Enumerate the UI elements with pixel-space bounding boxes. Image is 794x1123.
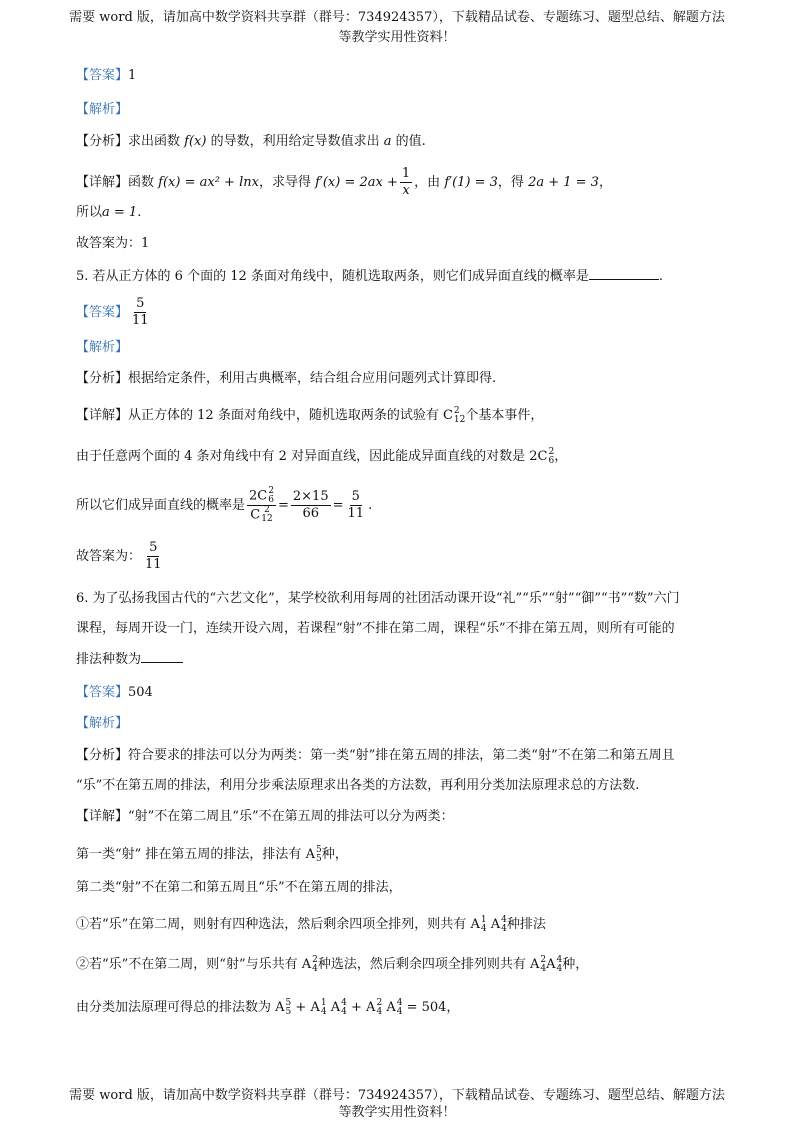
perm-sup: 1 [480,914,487,925]
combination-2C-6-2 [529,446,555,466]
comb-symbol: C [250,507,261,523]
q5-question-text: 5. 若从正方体的 6 个面的 12 条面对角线中，随机选取两条，则它们成异面直线的概率是 [76,269,589,284]
q5-analysis-line [76,338,128,358]
q4-detail-line [76,166,612,200]
perm-A-4-1 [310,997,327,1017]
perm-symbol: A [470,917,480,932]
q6-total [76,996,459,1020]
q6-cat1-b: 种， [321,847,348,862]
perm-A-4-2 [301,954,318,974]
frac-den [248,506,274,524]
q6-case2-b: 种选法，然后剩余四项全排列则共有 [317,957,526,972]
page-header-line2: 等教学实用性资料！ [338,30,456,45]
perm-sup: 2 [376,997,383,1008]
frac-num: 5 [136,296,145,311]
frac-num: 5 [351,489,360,504]
comb-sub: 6 [268,495,274,505]
q6-fenxi-line2: “乐”不在第五周的排法，利用分步乘法原理求出各类的方法数，再利用分类加法原理求总的方法数. [76,778,640,793]
frac-num: 1 [401,166,411,181]
comb-coef: 2 [529,449,538,464]
answer-tag: 【答案】 [76,305,129,320]
comb-indices [268,487,274,505]
frac-den: 11 [347,506,365,521]
perm-symbol: A [490,917,501,932]
comb-sup: 2 [548,446,555,457]
perm-sup: 4 [501,914,507,925]
q6-cat1-a: 第一类“射” 排在第五周的排法，排法有 [76,847,302,862]
q4-fenxi-text-c: 的值. [395,134,426,149]
q4-analysis-line [76,100,128,120]
q4-so-prefix: 所以 [76,205,103,220]
perm-symbol: A [310,1000,320,1015]
q5-question [76,267,663,287]
frac-den: 11 [132,313,149,328]
q4-cond: f′(1) = 3 [444,175,498,190]
q4-deriv: f′(x) = 2ax + [315,175,398,190]
page-footer-line2: 等教学实用性资料！ [338,1105,456,1120]
answer-tag: 【答案】 [76,68,129,83]
q6-detail-intro [76,807,454,827]
perm-symbol: A [275,1000,285,1015]
perm-A-4-2 [530,954,547,974]
q4-answer: 1 [128,68,137,83]
analysis-tag: 【解析】 [76,102,129,117]
q5-answer-frac [130,296,151,329]
q5-final [76,540,166,574]
q6-fenxi-text1: 符合要求的排法可以分为两类：第一类“射”排在第五周的排法，第二类“射”不在第二和第五周且 [128,748,675,763]
q4-so-suffix: . [137,205,142,220]
q5-detail2 [76,444,567,470]
q5-detail1-b: 个基本事件， [465,408,544,423]
q6-case1-a: ①若“乐”在第二周，则射有四种选法，然后剩余四项全排列，则共有 [76,917,467,932]
q4-eq: 2a + 1 = 3 [528,175,599,190]
perm-A-4-4 [490,914,507,934]
q5-detail2-a: 由于任意两个面的 4 条对角线中有 2 对异面直线，因此能成异面直线的对数是 [76,449,526,464]
perm-sub: 4 [341,1006,347,1017]
q5-detail1 [76,403,543,429]
q5-frac2 [291,489,331,522]
comb-symbol: C [442,408,453,423]
perm-A-4-4 [330,997,347,1017]
q5-frac3 [346,489,367,522]
fenxi-tag: 【分析】 [76,371,129,386]
perm-sup: 2 [540,954,547,965]
perm-symbol: A [546,957,556,972]
q6-fenxi-line1 [76,746,675,766]
comb-sup: 2 [453,405,460,416]
frac-den: 11 [145,557,162,572]
comb-sup: 2 [264,505,270,515]
q5-question-end: . [658,269,664,284]
q4-detail-b: ，求导得 [258,175,311,190]
q4-detail-a: 函数 [128,175,155,190]
q4-fx: f(x) [184,134,207,149]
q5-detail3-a: 所以它们成异面直线的概率是 [76,498,246,513]
q6-cat2: 第二类“射”不在第二和第五周且“乐”不在第五周的排法， [76,880,402,895]
fenxi-tag: 【分析】 [76,748,129,763]
q5-frac1 [247,487,276,524]
perm-sub: 5 [285,1006,292,1017]
q5-detail2-b: ， [554,449,568,464]
perm-symbol: A [305,847,315,862]
q6-detail-intro-text: “射”不在第二周且“乐”不在第五周的排法可以分为两类： [128,809,454,824]
perm-A-5-5 [305,844,322,864]
q6-total-a: 由分类加法原理可得总的排法数为 [76,1000,272,1015]
perm-sub: 4 [312,963,318,974]
q5-fenxi-line [76,369,496,389]
q6-case2 [76,953,588,977]
xiangjie-tag: 【详解】 [76,809,129,824]
perm-sub: 4 [376,1006,383,1017]
comb-indices [454,407,465,425]
perm-indices [376,999,382,1017]
frac-num: 2×15 [292,489,329,504]
q4-fenxi-line [76,132,426,152]
q5-detail1-a: 从正方体的 12 条面对角线中，随机选取两条的试验有 [128,408,439,423]
perm-sub: 4 [556,963,563,974]
fenxi-tag: 【分析】 [76,134,129,149]
q6-question-line1: 6. 为了弘扬我国古代的“六艺文化”，某学校欲利用每周的社团活动课开设“礼”“乐”“射”“御”“书”“数”六门 [76,591,680,606]
perm-A-5-5 [275,997,292,1017]
combination-C-12-2 [442,405,466,425]
equals: = [277,498,289,513]
q4-func: f(x) = ax² + lnx [158,175,259,190]
frac-num [247,487,276,506]
perm-sup: 2 [312,954,318,965]
q5-detail3-end: . [368,498,373,513]
q4-so-line [76,203,141,223]
frac-num: 5 [149,540,158,555]
comb-sub: 6 [548,455,555,466]
perm-symbol: A [330,1000,341,1015]
perm-symbol: A [366,1000,376,1015]
answer-blank [589,267,659,280]
perm-sup: 1 [320,997,327,1008]
q6-question-text: 排法种数为 [76,652,142,667]
q4-detail-c: ，由 [414,175,441,190]
q6-case2-c: 种， [562,957,589,972]
q5-answer-line [76,296,153,330]
comb-indices [261,506,272,524]
perm-sup: 5 [315,844,322,855]
perm-A-4-1 [470,914,487,934]
answer-tag: 【答案】 [76,685,129,700]
perm-A-4-4 [386,997,403,1017]
plus: + [351,1000,362,1015]
q4-detail-e: ， [598,175,612,190]
q6-question-line3 [76,650,183,670]
q4-so-eq: a = 1 [102,205,138,220]
q6-total-result: = 504 [406,1000,447,1015]
perm-sub: 4 [480,923,487,934]
comb-symbol: C [537,449,548,464]
perm-symbol: A [301,957,312,972]
perm-symbol: A [530,957,540,972]
q4-answer-line [76,66,136,86]
q6-answer: 504 [128,685,153,700]
comb-sub: 12 [261,514,273,524]
q4-fenxi-text-b: 的导数，利用给定导数值求出 [210,134,380,149]
q6-case1 [76,913,546,937]
q5-final-a: 故答案为： [76,549,142,564]
perm-symbol: A [386,1000,396,1015]
perm-sub: 4 [320,1006,327,1017]
q6-question-line2: 课程，每周开设一门，连续开设六周，若课程“射”不排在第二周，课程“乐”不排在第五周，则所有可能的 [76,621,675,636]
q5-final-frac [143,540,164,573]
q4-deriv-frac [400,166,412,199]
perm-sub: 4 [501,923,507,934]
q5-detail3 [76,484,372,528]
perm-sup: 4 [396,997,403,1008]
analysis-tag: 【解析】 [76,340,129,355]
perm-indices [397,999,403,1017]
q4-final: 故答案为：1 [76,236,150,251]
comb-sub: 12 [453,414,466,425]
comb-sup: 2 [268,486,274,496]
plus: + [295,1000,307,1015]
perm-indices [341,999,347,1017]
perm-indices [481,916,487,934]
q6-case2-a: ②若“乐”不在第二周，则“射”与乐共有 [76,957,298,972]
q6-cat1 [76,843,348,867]
perm-A-4-4 [546,954,563,974]
answer-blank [141,650,183,663]
xiangjie-tag: 【详解】 [76,408,129,423]
perm-indices [321,999,327,1017]
perm-A-4-2 [366,997,383,1017]
q6-case1-b: 种排法 [506,917,546,932]
q6-total-b: ， [446,1000,460,1015]
q4-a: a [383,134,392,149]
q6-analysis-line [76,714,128,734]
perm-sub: 5 [315,853,322,864]
page-header-line1: 需要 word 版，请加高中数学资料共享群（群号：734924357），下载精品试卷、专题练习、题型总结、解题方法 [69,10,725,25]
comb-coef: 2 [249,488,258,504]
q4-fenxi-text-a: 求出函数 [128,134,181,149]
perm-sup: 4 [341,997,347,1008]
perm-sub: 4 [540,963,547,974]
q5-fenxi-text: 根据给定条件，利用古典概率，结合组合应用问题列式计算即得. [128,371,497,386]
perm-sup: 4 [556,954,563,965]
frac-den: 66 [302,506,320,521]
perm-sub: 4 [396,1006,403,1017]
comb-symbol: C [257,488,268,504]
q4-detail-d: ，得 [497,175,524,190]
perm-indices [286,999,292,1017]
frac-den: x [402,183,410,198]
perm-sup: 5 [285,997,292,1008]
xiangjie-tag: 【详解】 [76,175,129,190]
analysis-tag: 【解析】 [76,716,129,731]
q6-answer-line [76,683,153,703]
page-footer-line1: 需要 word 版，请加高中数学资料共享群（群号：734924357），下载精品试卷、专题练习、题型总结、解题方法 [69,1088,725,1103]
equals: = [332,498,344,513]
